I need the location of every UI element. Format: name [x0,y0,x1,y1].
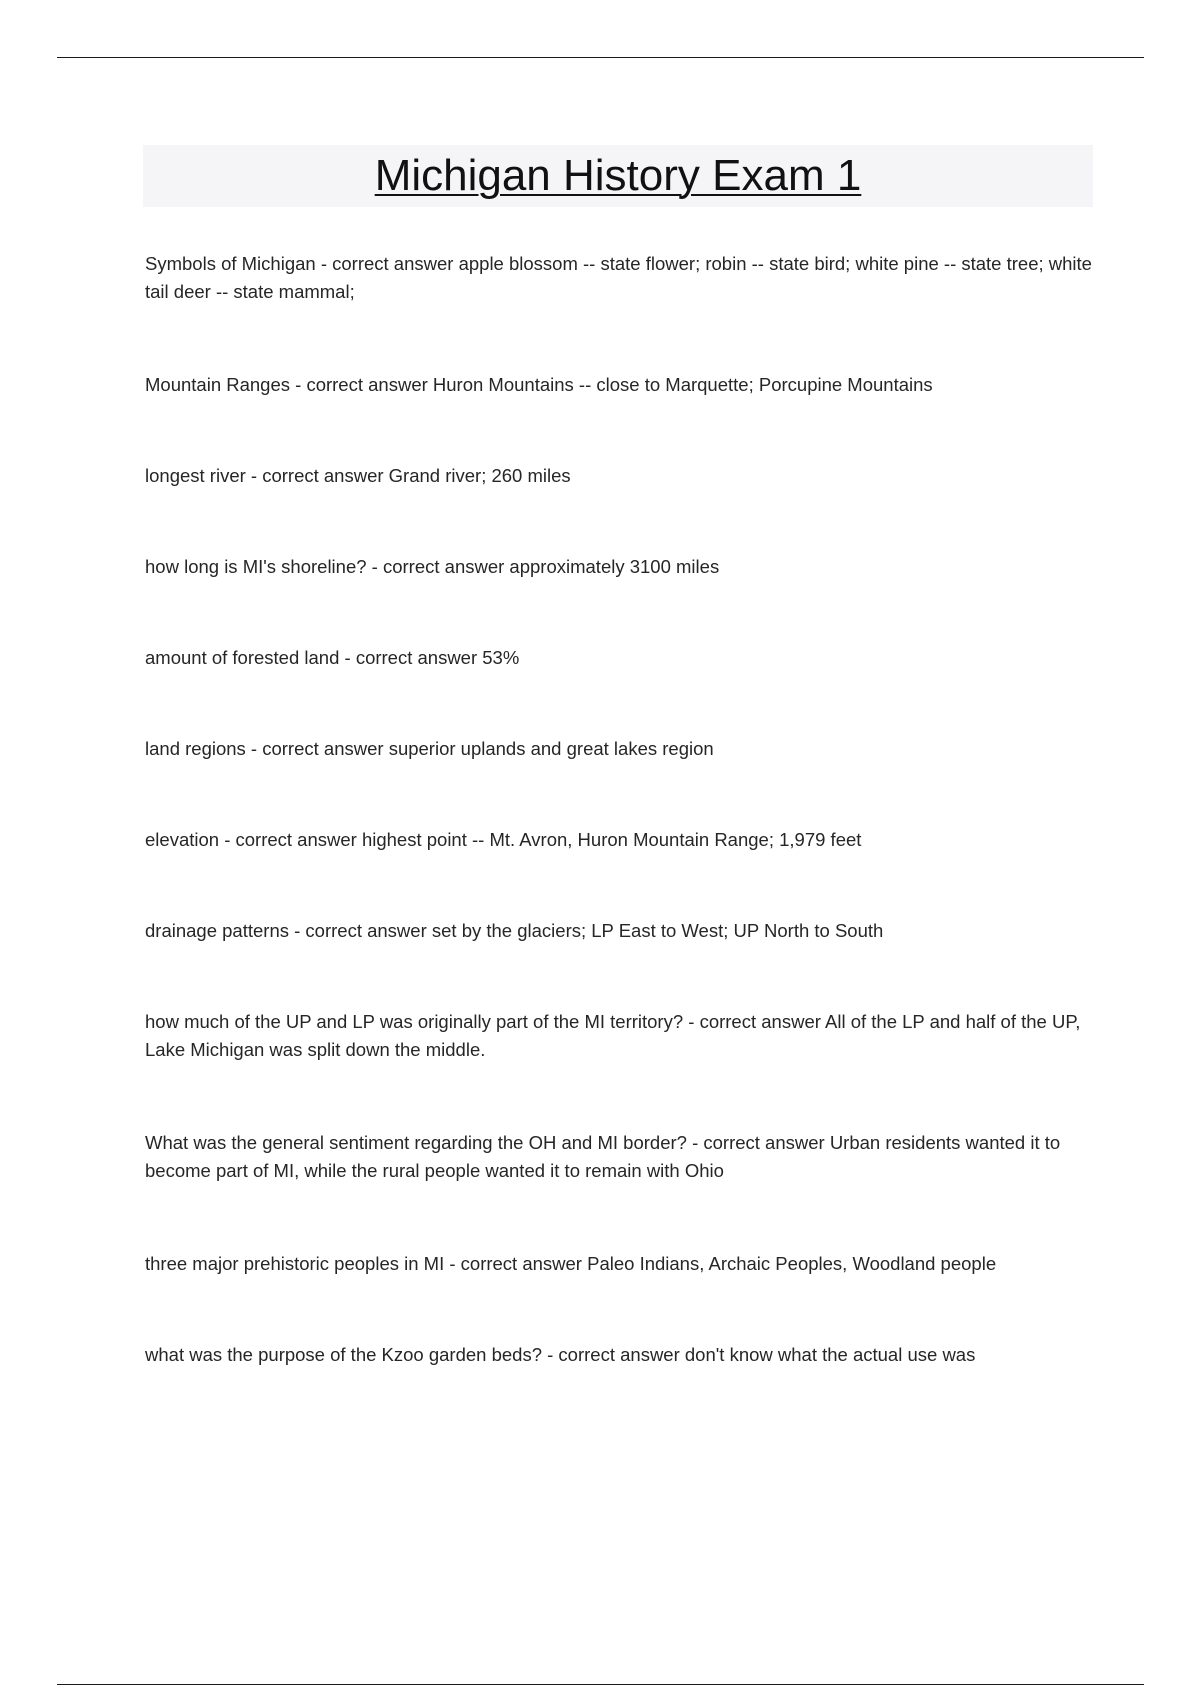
bottom-rule [57,1684,1144,1685]
qa-entry: Symbols of Michigan - correct answer apple blossom -- state flower; robin -- state bird; white pine -- state tree; white tail deer -- state mammal; [145,253,1092,302]
qa-entry: what was the purpose of the Kzoo garden beds? - correct answer don't know what the actual use was [145,1344,976,1365]
qa-entry: longest river - correct answer Grand river; 260 miles [145,465,571,486]
qa-entry: elevation - correct answer highest point -- Mt. Avron, Huron Mountain Range; 1,979 feet [145,829,862,850]
qa-entry: how long is MI's shoreline? - correct answer approximately 3100 miles [145,556,720,577]
qa-entry: amount of forested land - correct answer 53% [145,647,520,668]
page-title: Michigan History Exam 1 [374,151,862,200]
qa-entry: drainage patterns - correct answer set by the glaciers; LP East to West; UP North to South [145,920,884,941]
qa-entry: Mountain Ranges - correct answer Huron Mountains -- close to Marquette; Porcupine Mountains [145,374,933,395]
qa-entry: how much of the UP and LP was originally part of the MI territory? - correct answer All of the LP and half of the UP, Lake Michigan was split down the middle. [145,1011,1081,1060]
qa-entry: What was the general sentiment regarding the OH and MI border? - correct answer Urban residents wanted it to become part of MI, while the rural people wanted it to remain with Ohio [145,1132,1061,1181]
qa-entry: land regions - correct answer superior uplands and great lakes region [145,738,714,759]
title-band [143,145,1093,207]
top-rule [57,57,1144,58]
qa-entry: three major prehistoric peoples in MI - correct answer Paleo Indians, Archaic Peoples, Woodland people [145,1253,997,1274]
